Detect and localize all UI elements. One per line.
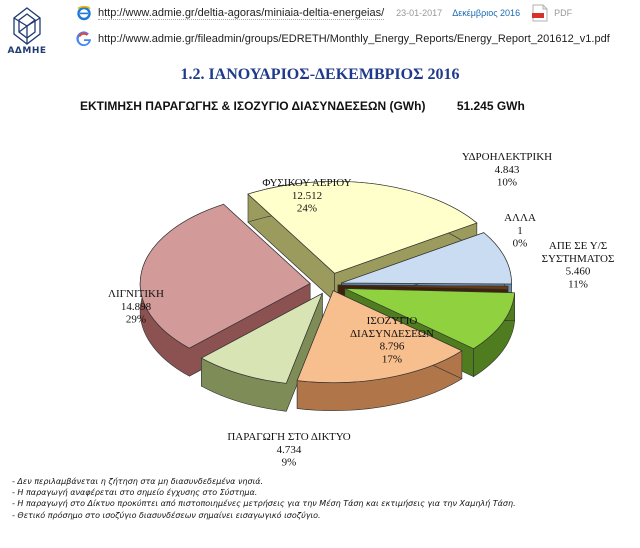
slice-label: ΔΙΑΣΥΝΔΕΣΕΩΝ xyxy=(349,327,435,340)
footnote: - Θετικό πρόσημο στο ισοζύγιο διασυνδέσεων σημαίνει εισαγωγικό ισοζύγιο. xyxy=(12,510,321,520)
report-month: Δεκέμβριος 2016 xyxy=(452,8,521,18)
slice-percent: 29% xyxy=(125,313,147,326)
slice-percent: 11% xyxy=(568,278,588,291)
slice-value: 14.898 xyxy=(120,300,152,313)
slice-percent: 0% xyxy=(512,237,528,250)
slice-value: 8.796 xyxy=(379,340,405,353)
slice-label: ΑΠΕ ΣΕ Υ/Σ xyxy=(548,240,608,252)
file-type-label: PDF xyxy=(554,8,573,18)
page-url-link[interactable]: http://www.admie.gr/deltia-agoras/miniaia-deltia-energeias/ xyxy=(98,6,385,19)
slice-label: ΦΥΣΙΚΟΥ ΑΕΡΙΟΥ xyxy=(262,177,352,189)
footnote: - Δεν περιλαμβάνεται η ζήτηση στα μη διασυνδεδεμένα νησιά. xyxy=(12,477,264,486)
slice-value: 4.843 xyxy=(494,163,520,176)
footnote: - Η παραγωγή αναφέρεται στο σημείο έγχυσης στο Σύστημα. xyxy=(12,488,258,498)
slice-label: ΙΣΟΖΥΓΙΟ xyxy=(366,315,418,327)
chart-total: 51.245 GWh xyxy=(456,99,525,113)
slice-label: ΛΙΓΝΙΤΙΚΗ xyxy=(108,288,164,300)
slice-label: ΑΛΛΑ xyxy=(504,212,536,224)
slice-percent: 17% xyxy=(381,353,403,366)
slice-value: 5.460 xyxy=(565,265,591,278)
slice-label: ΥΔΡΟΗΛΕΚΤΡΙΚΗ xyxy=(461,151,553,163)
footnotes xyxy=(12,476,516,521)
pdf-url-link[interactable]: http://www.admie.gr/fileadmin/groups/EDRETH/Monthly_Energy_Reports/Energy_Report_201612_v1.pdf xyxy=(98,33,610,45)
slice-value: 12.512 xyxy=(291,189,323,202)
slice-label: ΠΑΡΑΓΩΓΗ ΣΤΟ ΔΙΚΤΥΟ xyxy=(227,431,351,443)
logo-name: ΑΔΜΗΕ xyxy=(7,46,47,56)
chart-title-label: ΕΚΤΙΜΗΣΗ ΠΑΡΑΓΩΓΗΣ & ΙΣΟΖΥΓΙΟ ΔΙΑΣΥΝΔΕΣΕΩΝ (GWh) xyxy=(80,99,426,113)
slice-percent: 9% xyxy=(281,456,297,469)
slice-percent: 10% xyxy=(496,176,518,189)
slice-value: 4.734 xyxy=(276,443,302,456)
slice-value: 1 xyxy=(517,224,523,237)
section-heading: 1.2. ΙΑΝΟΥΑΡΙΟΣ-ΔΕΚΕΜΒΡΙΟΣ 2016 xyxy=(180,66,460,83)
slice-percent: 24% xyxy=(296,202,318,215)
footnote: - Η παραγωγή στο Δίκτυο προκύπτει από πιστοποιημένες μετρήσεις για την Μέση Τάση και εκτιμήσεις για την Χαμηλή Τάση. xyxy=(12,499,516,509)
report-date: 23-01-2017 xyxy=(396,8,443,18)
slice-label: ΣΥΣΤΗΜΑΤΟΣ xyxy=(541,252,615,265)
